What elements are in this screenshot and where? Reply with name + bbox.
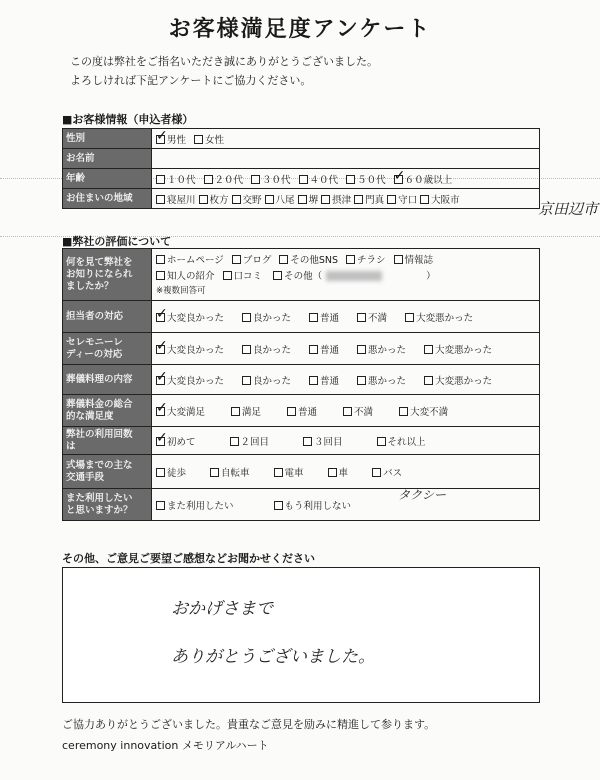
checkbox[interactable]	[357, 345, 366, 354]
intro-line: この度は弊社をご指名いただき誠にありがとうございました。	[70, 55, 378, 68]
options-ceremony	[152, 333, 540, 365]
option[interactable]	[156, 310, 224, 324]
checkbox[interactable]	[273, 271, 282, 280]
checkbox[interactable]	[274, 501, 283, 510]
handwritten-transport: タクシー	[398, 488, 447, 502]
name-field[interactable]	[152, 149, 540, 169]
multiple-answer-note: ※複数回答可	[156, 285, 206, 296]
checkbox[interactable]	[387, 195, 396, 204]
option-label: 八尾	[275, 194, 295, 206]
customer-info-table	[62, 128, 540, 209]
checkbox-checked[interactable]	[156, 345, 165, 354]
option-label: 情報誌	[404, 254, 434, 266]
option[interactable]	[232, 253, 272, 269]
handwritten-area: 京田辺市	[538, 200, 599, 218]
row-name	[63, 149, 540, 169]
option-label: 普通	[320, 375, 340, 387]
option-label: 女性	[205, 134, 225, 146]
checkbox-checked[interactable]	[156, 407, 165, 416]
section-customer-info: ■お客様情報（申込者様）	[62, 113, 194, 126]
source-line-1	[156, 253, 535, 269]
label-line: また利用したい	[66, 492, 133, 504]
options-staff	[152, 301, 540, 333]
checkbox[interactable]	[346, 175, 355, 184]
option[interactable]	[204, 172, 244, 186]
label-source	[63, 249, 152, 301]
checkbox[interactable]	[231, 407, 240, 416]
option-other[interactable]	[273, 269, 436, 285]
option-label: 大変満足	[167, 406, 206, 418]
label-line: お知りになられ	[66, 268, 133, 280]
intro-text	[70, 52, 378, 90]
option[interactable]	[394, 253, 434, 269]
other-label: その他（	[284, 270, 323, 282]
checkbox[interactable]	[405, 313, 414, 322]
option[interactable]	[156, 434, 196, 448]
label-usage	[63, 427, 152, 455]
option-label: チラシ	[357, 254, 386, 266]
checkbox[interactable]	[357, 376, 366, 385]
option[interactable]	[299, 172, 339, 186]
options-quality	[152, 365, 540, 395]
checkbox[interactable]	[265, 195, 274, 204]
option-label: 大変悪かった	[435, 375, 493, 387]
options-again	[152, 489, 540, 521]
option[interactable]	[156, 404, 205, 418]
label-line: ディーの対応	[66, 348, 123, 360]
option[interactable]	[357, 310, 387, 324]
option[interactable]	[194, 132, 224, 146]
option[interactable]	[156, 342, 224, 356]
row-area	[63, 189, 540, 209]
label-quality	[63, 365, 152, 395]
options-overall	[152, 395, 540, 427]
option-label: 知人の紹介	[167, 270, 215, 282]
checkbox[interactable]	[156, 501, 165, 510]
option[interactable]	[346, 253, 386, 269]
options-source	[152, 249, 540, 301]
option-label: 徒歩	[167, 467, 187, 479]
checkbox[interactable]	[199, 195, 208, 204]
checkbox[interactable]	[343, 407, 352, 416]
option[interactable]	[231, 404, 261, 418]
option-label: ４０代	[309, 174, 339, 186]
option-label: 大変悪かった	[435, 344, 493, 356]
checkbox[interactable]	[346, 255, 355, 264]
option-label: ２０代	[214, 174, 244, 186]
checkbox-checked[interactable]	[156, 313, 165, 322]
checkbox[interactable]	[399, 407, 408, 416]
option-label: 大阪市	[431, 194, 460, 206]
option[interactable]	[303, 434, 343, 448]
checkbox[interactable]	[377, 437, 386, 446]
option[interactable]	[405, 310, 473, 324]
option-label: 寝屋川	[167, 194, 196, 206]
option[interactable]	[399, 404, 448, 418]
option-label: ２回目	[240, 436, 270, 448]
option-label: 大変不満	[410, 406, 449, 418]
checkbox[interactable]	[321, 195, 330, 204]
option[interactable]	[394, 172, 453, 186]
row-again	[63, 489, 540, 521]
checkbox[interactable]	[372, 468, 381, 477]
option-label: 初めて	[167, 436, 196, 448]
options-gender	[152, 129, 540, 149]
option[interactable]	[199, 192, 229, 206]
option[interactable]	[232, 192, 262, 206]
option-label: 守口	[398, 194, 418, 206]
option-label: 良かった	[253, 344, 292, 356]
checkbox-checked[interactable]	[156, 135, 165, 144]
option[interactable]	[223, 269, 263, 285]
option[interactable]	[274, 498, 352, 512]
option-label: 大変良かった	[167, 344, 225, 356]
handwritten-comment-line: ありがとうございました。	[171, 647, 375, 667]
handwritten-comment-line: おかげさまで	[171, 599, 273, 619]
row-usage	[63, 427, 540, 455]
option[interactable]	[279, 253, 338, 269]
checkbox[interactable]	[210, 468, 219, 477]
option-label: 男性	[167, 134, 187, 146]
label-line: 担当者の対応	[66, 310, 124, 322]
checkbox-checked[interactable]	[156, 437, 165, 446]
option-label: 普通	[320, 312, 340, 324]
row-ceremony	[63, 333, 540, 365]
option[interactable]	[156, 465, 186, 479]
label-line: 式場までの主な	[66, 459, 133, 471]
checkbox[interactable]	[156, 255, 165, 264]
checkbox[interactable]	[357, 313, 366, 322]
options-area	[152, 189, 540, 209]
checkbox[interactable]	[303, 437, 312, 446]
option[interactable]	[156, 269, 215, 285]
option-label: ホームページ	[167, 254, 224, 266]
option-label: もう利用しない	[284, 500, 352, 512]
option-label: 交野	[242, 194, 262, 206]
option[interactable]	[210, 465, 250, 479]
option[interactable]	[265, 192, 295, 206]
option[interactable]	[242, 310, 291, 324]
option-label: バス	[383, 467, 403, 479]
option[interactable]	[156, 192, 196, 206]
checkbox[interactable]	[299, 175, 308, 184]
checkbox[interactable]	[156, 195, 165, 204]
options-usage	[152, 427, 540, 455]
label-transport	[63, 455, 152, 489]
checkbox[interactable]	[194, 135, 203, 144]
redacted-text	[326, 271, 382, 281]
other-close: ）	[426, 270, 436, 282]
option-label: 不満	[354, 406, 374, 418]
option[interactable]	[251, 172, 291, 186]
row-source	[63, 249, 540, 301]
option-label: １０代	[167, 174, 196, 186]
checkbox[interactable]	[309, 313, 318, 322]
option[interactable]	[354, 192, 384, 206]
label-area: お住まいの地域	[63, 189, 152, 209]
option-label: 枚方	[209, 194, 229, 206]
checkbox[interactable]	[232, 255, 241, 264]
option-label: 普通	[320, 344, 340, 356]
option[interactable]	[242, 342, 291, 356]
option-label: 満足	[242, 406, 262, 418]
option[interactable]	[156, 172, 196, 186]
option[interactable]	[346, 172, 386, 186]
checkbox[interactable]	[309, 376, 318, 385]
option-label: 門真	[365, 194, 385, 206]
label-line: 葬儀料金の総合	[66, 398, 133, 410]
option[interactable]	[424, 373, 492, 387]
option[interactable]	[424, 342, 492, 356]
option[interactable]	[242, 373, 291, 387]
option[interactable]	[156, 132, 186, 146]
row-age	[63, 169, 540, 189]
option-label: 摂津	[332, 194, 352, 206]
source-line-2-options	[156, 271, 270, 282]
option-label: 悪かった	[368, 344, 407, 356]
row-gender	[63, 129, 540, 149]
option[interactable]	[372, 465, 402, 479]
option[interactable]	[298, 192, 319, 206]
checkbox[interactable]	[354, 195, 363, 204]
checkbox[interactable]	[309, 345, 318, 354]
checkbox[interactable]	[420, 195, 429, 204]
checkbox[interactable]	[424, 376, 433, 385]
option-label: また利用したい	[167, 500, 234, 512]
label-line: は	[66, 440, 76, 452]
option-label: それ以上	[387, 436, 426, 448]
option-label: 悪かった	[368, 375, 407, 387]
checkbox[interactable]	[156, 468, 165, 477]
intro-line: よろしければ下記アンケートにご協力ください。	[70, 74, 312, 87]
checkbox[interactable]	[204, 175, 213, 184]
option-label: 車	[338, 467, 349, 479]
option-label: 良かった	[253, 312, 292, 324]
option-label: 口コミ	[233, 270, 263, 282]
checkbox[interactable]	[424, 345, 433, 354]
section-review: ■弊社の評価について	[62, 235, 172, 248]
checkbox[interactable]	[298, 195, 307, 204]
label-line: 葬儀料理の内容	[66, 373, 133, 385]
options-transport	[152, 455, 540, 489]
comments-box[interactable]	[62, 567, 540, 703]
option-label: ６０歳以上	[404, 174, 453, 186]
label-line: セレモニーレ	[66, 336, 123, 348]
label-again	[63, 489, 152, 521]
option[interactable]	[287, 404, 317, 418]
option[interactable]	[321, 192, 351, 206]
footer-thanks: ご協力ありがとうございました。貴重なご意見を励みに精進して参ります。	[62, 718, 436, 731]
option-label: 自転車	[221, 467, 250, 479]
label-name: お名前	[63, 149, 152, 169]
option[interactable]	[274, 465, 304, 479]
checkbox[interactable]	[230, 437, 239, 446]
option[interactable]	[357, 342, 406, 356]
option[interactable]	[343, 404, 373, 418]
option-label: ブログ	[242, 254, 272, 266]
label-line: 弊社の利用回数	[66, 428, 133, 440]
option[interactable]	[309, 310, 339, 324]
source-line-2	[156, 269, 535, 285]
option-label: ３０代	[262, 174, 291, 186]
option[interactable]	[309, 373, 339, 387]
option-label: 良かった	[253, 375, 292, 387]
option[interactable]	[377, 434, 426, 448]
row-staff	[63, 301, 540, 333]
checkbox[interactable]	[232, 195, 241, 204]
option[interactable]	[328, 465, 349, 479]
row-overall	[63, 395, 540, 427]
option-label: 大変良かった	[167, 375, 225, 387]
checkbox[interactable]	[156, 271, 165, 280]
label-overall	[63, 395, 152, 427]
row-transport	[63, 455, 540, 489]
label-line: ましたか？	[66, 280, 114, 292]
checkbox[interactable]	[394, 255, 403, 264]
label-staff	[63, 301, 152, 333]
label-line: 的な満足度	[66, 410, 114, 422]
checkbox[interactable]	[287, 407, 296, 416]
option-label: ５０代	[357, 174, 386, 186]
option[interactable]	[156, 253, 224, 269]
option-label: 大変良かった	[167, 312, 225, 324]
label-age: 年齢	[63, 169, 152, 189]
option[interactable]	[156, 373, 224, 387]
label-line: と思いますか？	[66, 504, 133, 516]
option[interactable]	[387, 192, 417, 206]
checkbox-checked[interactable]	[394, 175, 403, 184]
option-label: その他SNS	[290, 254, 338, 266]
checkbox[interactable]	[242, 376, 251, 385]
option[interactable]	[357, 373, 406, 387]
checkbox[interactable]	[274, 468, 283, 477]
label-gender: 性別	[63, 129, 152, 149]
option-label: 不満	[368, 312, 388, 324]
checkbox[interactable]	[279, 255, 288, 264]
option[interactable]	[230, 434, 270, 448]
checkbox[interactable]	[242, 345, 251, 354]
checkbox[interactable]	[223, 271, 232, 280]
option-label: 普通	[298, 406, 318, 418]
option-label: 堺	[308, 194, 319, 206]
option-label: 大変悪かった	[416, 312, 474, 324]
review-table	[62, 248, 540, 521]
label-ceremony	[63, 333, 152, 365]
option-label: 電車	[284, 467, 304, 479]
checkbox[interactable]	[242, 313, 251, 322]
checkbox-checked[interactable]	[156, 376, 165, 385]
label-line: 何を見て弊社を	[66, 256, 133, 268]
label-line: 交通手段	[66, 471, 105, 483]
survey-title: お客様満足度アンケート	[168, 17, 432, 42]
checkbox[interactable]	[156, 175, 165, 184]
option[interactable]	[420, 192, 460, 206]
checkbox[interactable]	[328, 468, 337, 477]
option-label: ３回目	[314, 436, 343, 448]
footer-company: ceremony innovation メモリアルハート	[62, 739, 269, 752]
checkbox[interactable]	[251, 175, 260, 184]
option[interactable]	[309, 342, 339, 356]
row-quality	[63, 365, 540, 395]
options-age	[152, 169, 540, 189]
option[interactable]	[156, 498, 234, 512]
comments-heading: その他、ご意見ご要望ご感想などお聞かせください	[62, 552, 315, 565]
